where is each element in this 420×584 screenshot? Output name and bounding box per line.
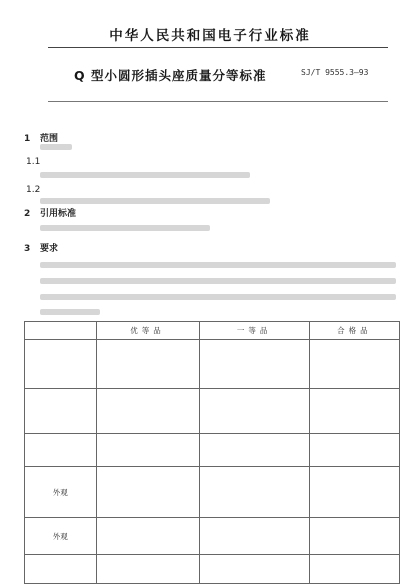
cell-first — [199, 434, 309, 467]
illegible-line — [40, 198, 270, 204]
section-label: 引用标准 — [40, 209, 77, 219]
section-scope-heading — [24, 131, 58, 144]
column-header-pass: 合格品 — [309, 322, 399, 340]
document-code: SJ/T 9555.3—93 — [301, 68, 369, 77]
title-rule — [48, 101, 388, 102]
table-row — [25, 555, 400, 584]
illegible-line — [40, 144, 72, 150]
illegible-line — [40, 262, 396, 268]
section-number: 2 — [24, 209, 31, 219]
table-row — [25, 434, 400, 467]
subsection-1-2 — [26, 185, 42, 195]
column-header-best: 优等品 — [96, 322, 199, 340]
document-title: Q 型小圆形插头座质量分等标准 — [74, 68, 267, 83]
quality-grade-table — [24, 321, 400, 584]
section-references-heading — [24, 206, 76, 219]
row-label: 外观 — [25, 467, 97, 518]
cell-pass — [309, 340, 399, 389]
cell-first — [199, 389, 309, 434]
row-label — [25, 434, 97, 467]
cell-pass — [309, 467, 399, 518]
cell-best — [96, 389, 199, 434]
illegible-line — [40, 294, 396, 300]
header-rule — [48, 47, 388, 48]
section-number: 1.1 — [26, 157, 41, 167]
section-number: 1.2 — [26, 185, 41, 195]
cell-first — [199, 555, 309, 584]
row-label — [25, 555, 97, 584]
section-number: 1 — [24, 134, 31, 144]
table-row — [25, 389, 400, 434]
standard-org-header: 中华人民共和国电子行业标准 — [109, 28, 311, 44]
table-header-row — [25, 322, 400, 340]
row-label — [25, 340, 97, 389]
section-label: 要求 — [40, 244, 59, 254]
cell-best — [96, 467, 199, 518]
subsection-1-1 — [26, 157, 42, 167]
cell-pass — [309, 434, 399, 467]
cell-first — [199, 518, 309, 555]
cell-best — [96, 340, 199, 389]
cell-pass — [309, 389, 399, 434]
illegible-line — [40, 278, 396, 284]
column-header-item — [25, 322, 97, 340]
column-header-first: 一等品 — [199, 322, 309, 340]
section-requirements-heading — [24, 241, 58, 254]
cell-pass — [309, 555, 399, 584]
row-label: 外观 — [25, 518, 97, 555]
cell-best — [96, 434, 199, 467]
cell-first — [199, 467, 309, 518]
table-row — [25, 518, 400, 555]
row-label — [25, 389, 97, 434]
illegible-line — [40, 172, 250, 178]
cell-pass — [309, 518, 399, 555]
illegible-line — [40, 225, 210, 231]
table-row — [25, 340, 400, 389]
illegible-line — [40, 309, 100, 315]
table-row — [25, 467, 400, 518]
cell-best — [96, 555, 199, 584]
section-label: 范围 — [40, 134, 59, 144]
cell-best — [96, 518, 199, 555]
cell-first — [199, 340, 309, 389]
section-number: 3 — [24, 244, 31, 254]
